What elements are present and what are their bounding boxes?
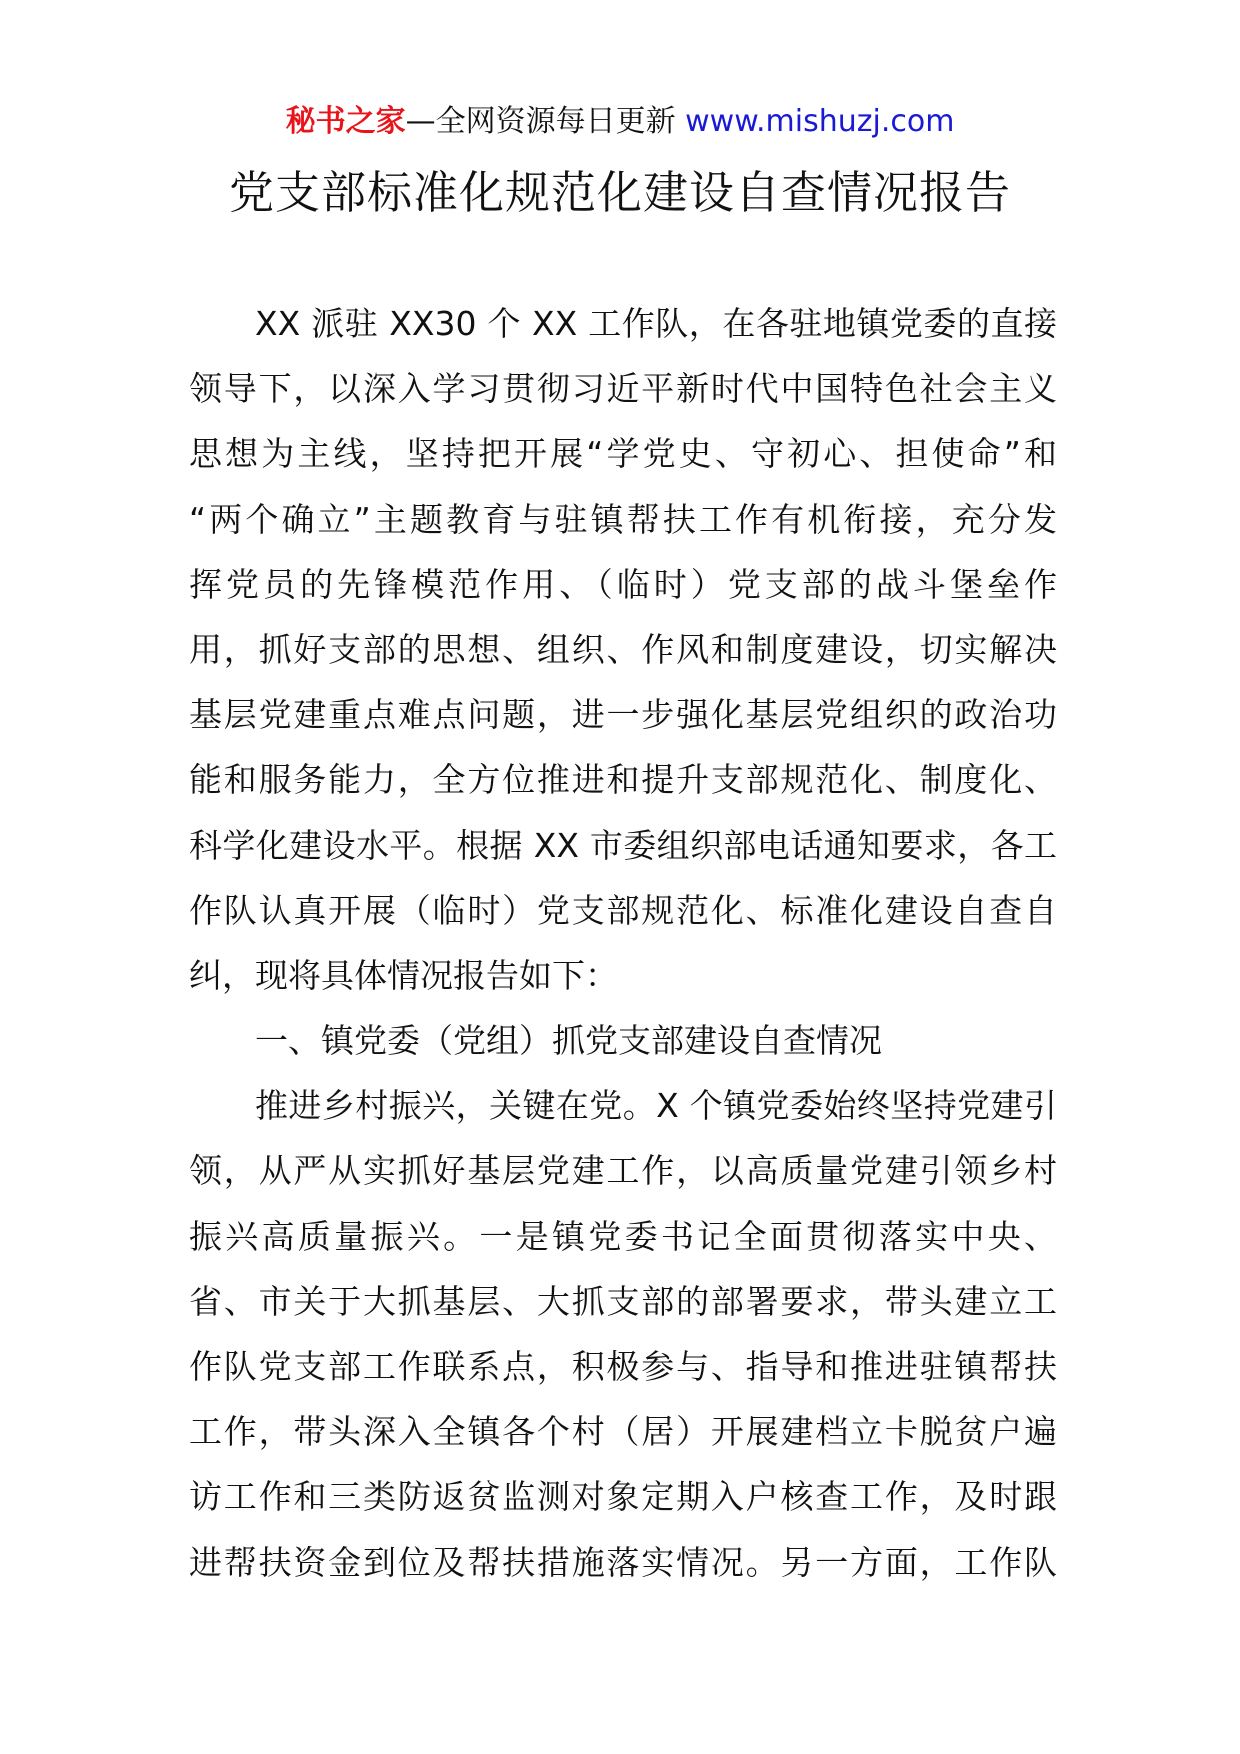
text-line: 省、市关于大抓基层、大抓支部的部署要求，带头建立工 — [189, 1281, 1057, 1321]
text-line: 访工作和三类防返贫监测对象定期入户核查工作，及时跟 — [189, 1477, 1057, 1517]
text-line: 工作，带头深入全镇各个村（居）开展建档立卡脱贫户遍 — [189, 1412, 1057, 1452]
document-title: 党支部标准化规范化建设自查情况报告 — [228, 166, 1011, 219]
site-url-link[interactable]: www.mishuzj.com — [685, 104, 955, 139]
text-line: 基层党建重点难点问题，进一步强化基层党组织的政治功 — [189, 695, 1057, 735]
text-line: “两个确立”主题教育与驻镇帮扶工作有机衔接，充分发 — [189, 499, 1057, 539]
text-line: 振兴高质量振兴。一是镇党委书记全面贯彻落实中央、 — [189, 1216, 1057, 1256]
text-line: 领导下，以深入学习贯彻习近平新时代中国特色社会主义 — [189, 369, 1057, 409]
text-line: 思想为主线，坚持把开展“学党史、守初心、担使命”和 — [189, 434, 1057, 474]
text-line: 领，从严从实抓好基层党建工作，以高质量党建引领乡村 — [189, 1151, 1057, 1191]
text-line: 挥党员的先锋模范作用、（临时）党支部的战斗堡垒作 — [189, 564, 1057, 604]
text-line: 推进乡村振兴，关键在党。X 个镇党委始终坚持党建引 — [255, 1086, 1057, 1126]
text-line: 作队认真开展（临时）党支部规范化、标准化建设自查自 — [189, 890, 1057, 930]
text-line: 能和服务能力，全方位推进和提升支部规范化、制度化、 — [189, 760, 1057, 800]
text-line: XX 派驻 XX30 个 XX 工作队，在各驻地镇党委的直接 — [255, 304, 1057, 343]
text-line: 科学化建设水平。根据 XX 市委组织部电话通知要求，各工 — [189, 825, 1057, 865]
section-heading: 一、镇党委（党组）抓党支部建设自查情况 — [255, 1021, 882, 1061]
brand-name: 秘书之家 — [285, 104, 406, 139]
text-line: 进帮扶资金到位及帮扶措施落实情况。另一方面，工作队 — [189, 1542, 1057, 1582]
document-body — [189, 291, 1057, 1595]
header-tagline: —全网资源每日更新 — [405, 104, 676, 139]
site-header — [0, 100, 1240, 144]
text-line: 作队党支部工作联系点，积极参与、指导和推进驻镇帮扶 — [189, 1347, 1057, 1386]
text-line: 纠，现将具体情况报告如下： — [189, 955, 618, 995]
text-line: 用，抓好支部的思想、组织、作风和制度建设，切实解决 — [189, 629, 1057, 669]
